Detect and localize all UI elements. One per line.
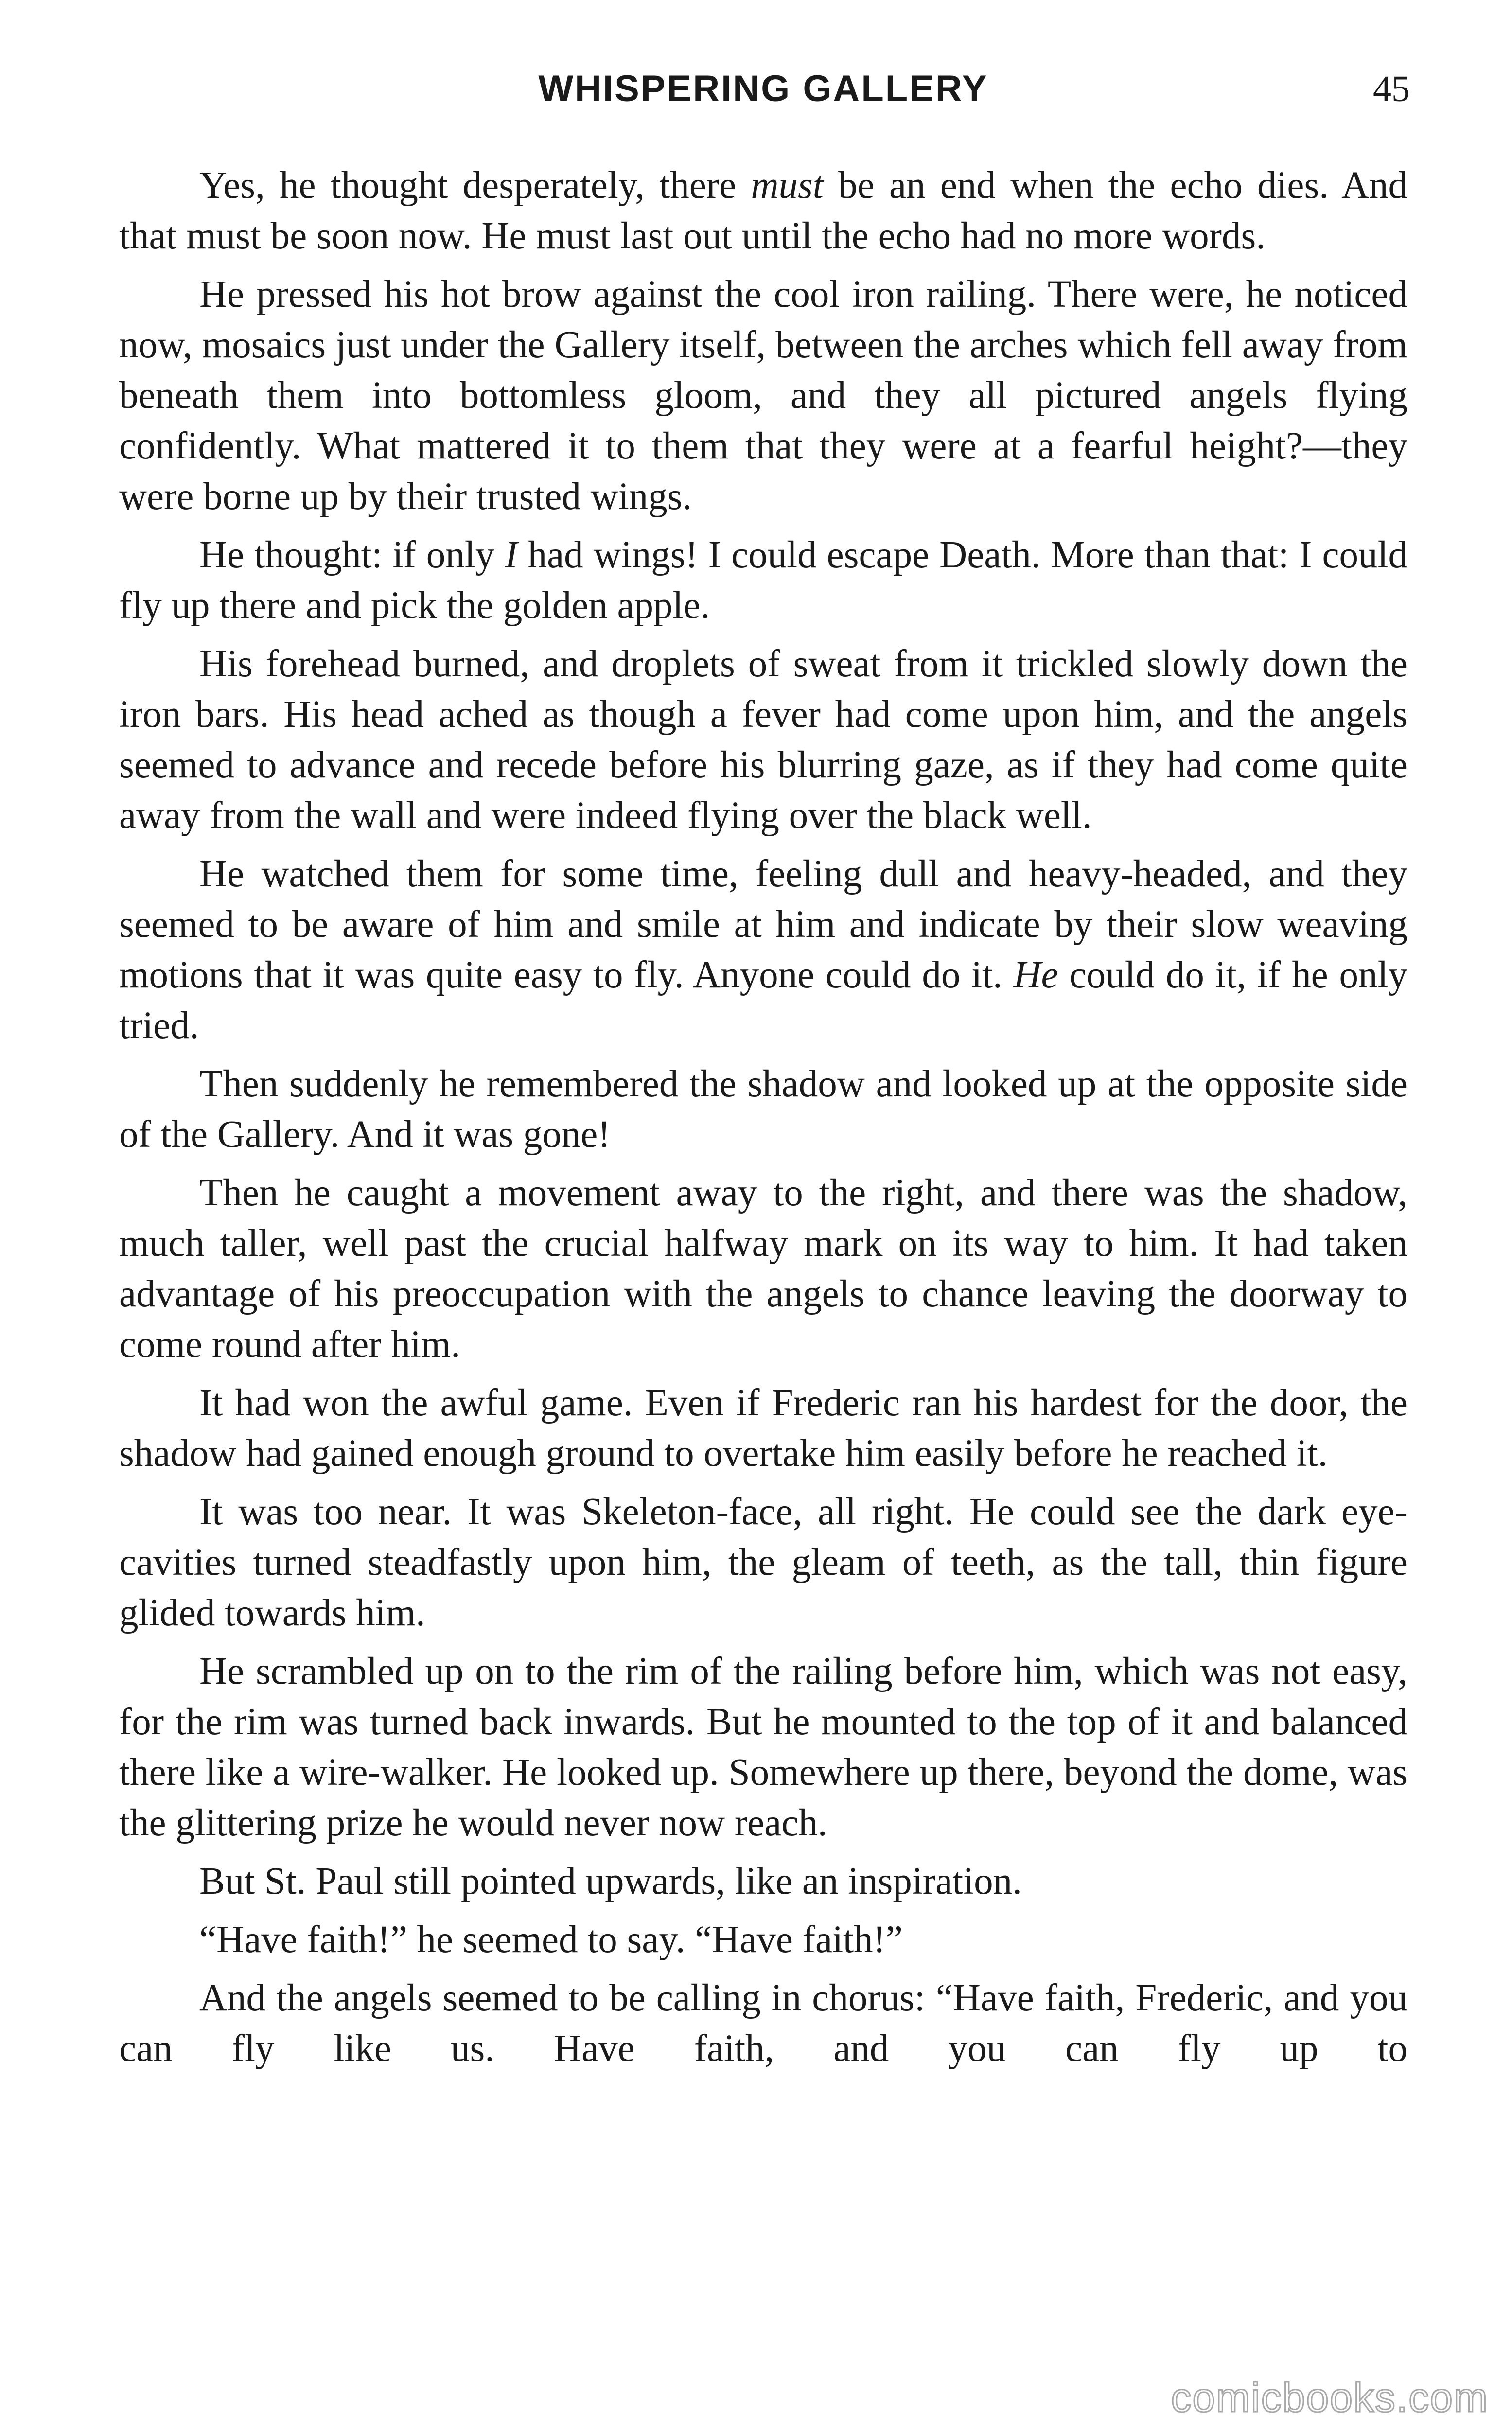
text-run: He pressed his hot brow against the cool iron railing. There were, he noticed now, mosaics just under the Gallery itself, between the arches which fell away from beneath them into bottomless gloom, and they all pictured angels flying confidently. What mattered it to them that they were at a fearful height?—they were borne up by their trusted wings.: [119, 273, 1407, 518]
italic-text: He: [1013, 954, 1058, 996]
text-run: “Have faith!” he seemed to say. “Have faith!”: [199, 1919, 903, 1961]
text-run: Yes, he thought desperately, there: [199, 164, 751, 207]
paragraph: [119, 1856, 1407, 1907]
paragraph: [119, 1915, 1407, 1965]
text-run: Then suddenly he remembered the shadow and looked up at the opposite side of the Gallery. And it was gone!: [119, 1063, 1407, 1156]
watermark-logo: comicbooks.com: [1171, 2375, 1489, 2420]
text-run: But St. Paul still pointed upwards, like an inspiration.: [199, 1860, 1022, 1903]
text-run: had wings! I could escape Death. More than that: I could fly up there and pick the golden apple.: [119, 534, 1408, 627]
italic-text: I: [505, 534, 518, 576]
running-title: WHISPERING GALLERY: [538, 68, 988, 109]
text-run: Then he caught a movement away to the right, and there was the shadow, much taller, well past the crucial halfway mark on its way to him. It had taken advantage of his preoccupation with the angels to chance leaving the doorway to come round after him.: [119, 1172, 1407, 1366]
paragraph: [119, 1646, 1407, 1849]
paragraph: [119, 1168, 1407, 1370]
paragraph: [119, 269, 1407, 522]
running-head: [117, 62, 1410, 116]
text-run: He watched them for some time, feeling dull and heavy-headed, and they seemed to be aware of him and smile at him and indicate by their slow weaving motions that it was quite easy to fly. Anyone could do it.: [119, 853, 1407, 996]
body-text: [119, 160, 1407, 2082]
italic-text: must: [751, 164, 824, 207]
text-run: He scrambled up on to the rim of the railing before him, which was not easy, for the rim was turned back inwards. But he mounted to the top of it and balanced there like a wire-walker. He looked up. Somewhere up there, beyond the dome, was the glittering prize he would never now reach.: [119, 1650, 1407, 1844]
paragraph: [119, 849, 1407, 1051]
text-run: be an end when the echo dies. And that must be soon now. He must last out until the echo had no more words.: [119, 164, 1407, 257]
paragraph: [119, 1487, 1407, 1638]
text-run: And the angels seemed to be calling in chorus: “Have faith, Frederic, and you can fly like us. Have faith, and you can fly up to: [119, 1977, 1407, 2070]
paragraph: [119, 639, 1407, 841]
paragraph: [119, 530, 1407, 631]
paragraph: [119, 160, 1407, 262]
text-run: He thought: if only: [199, 534, 505, 576]
paragraph: [119, 1378, 1407, 1479]
page-number: 45: [1373, 69, 1410, 109]
paragraph: [119, 1973, 1407, 2074]
text-run: It had won the awful game. Even if Frederic ran his hardest for the door, the shadow had gained enough ground to overtake him easily before he reached it.: [119, 1382, 1407, 1475]
text-run: His forehead burned, and droplets of sweat from it trickled slowly down the iron bars. His head ached as though a fever had come upon him, and the angels seemed to advance and recede before his blurring gaze, as if they had come quite away from the wall and were indeed flying over the black well.: [119, 643, 1407, 837]
text-run: could do it, if he only tried.: [119, 954, 1407, 1047]
paragraph: [119, 1059, 1407, 1160]
text-run: It was too near. It was Skeleton-face, all right. He could see the dark eye-cavities turned steadfastly upon him, the gleam of teeth, as the tall, thin figure glided towards him.: [119, 1491, 1407, 1634]
